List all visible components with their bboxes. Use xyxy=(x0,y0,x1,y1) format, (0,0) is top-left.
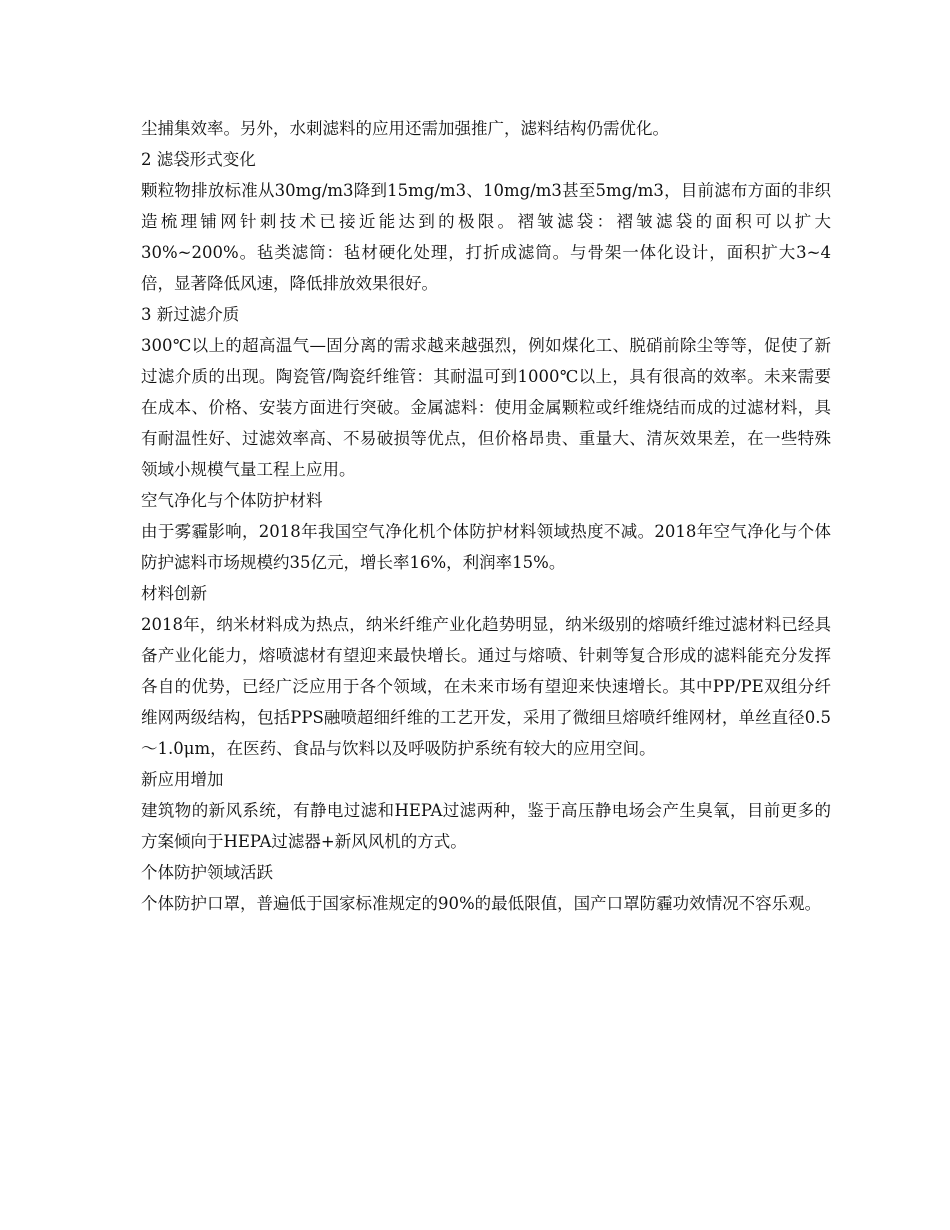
paragraph-high-temp-media: 300℃以上的超高温气—固分离的需求越来越强烈，例如煤化工、脱硝前除尘等等，促使了新过滤介质的出现。陶瓷管/陶瓷纤维管：其耐温可到1000℃以上，具有很高的效率。未来需要在成本、价格、安装方面进行突破。金属滤料：使用金属颗粒或纤维烧结而成的过滤材料，具有耐温性好、过滤效率高、不易破损等优点，但价格昂贵、重量大、清灰效果差，在一些特殊领域小规模气量工程上应用。 xyxy=(141,336,831,479)
heading-personal-protection: 个体防护领域活跃 xyxy=(141,863,273,882)
paragraph-dust-efficiency: 尘捕集效率。另外，水刺滤料的应用还需加强推广，滤料结构仍需优化。 xyxy=(141,119,669,138)
heading-new-filter-media: 3 新过滤介质 xyxy=(141,305,240,324)
paragraph-fresh-air-system: 建筑物的新风系统，有静电过滤和HEPA过滤两种，鉴于高压静电场会产生臭氧，目前更多的方案倾向于HEPA过滤器+新风风机的方式。 xyxy=(141,801,831,851)
paragraph-masks: 个体防护口罩，普遍低于国家标准规定的90%的最低限值，国产口罩防霾功效情况不容乐观。 xyxy=(141,894,822,913)
document-page xyxy=(141,113,831,919)
paragraph-emission-standards: 颗粒物排放标准从30mg/m3降到15mg/m3、10mg/m3甚至5mg/m3，目前滤布方面的非织造梳理铺网针刺技术已接近能达到的极限。褶皱滤袋：褶皱滤袋的面积可以扩大30%~200%。毡类滤筒：毡材硬化处理，打折成滤筒。与骨架一体化设计，面积扩大3~4倍，显著降低风速，降低排放效果很好。 xyxy=(141,181,831,293)
heading-material-innovation: 材料创新 xyxy=(141,584,207,603)
heading-new-applications: 新应用增加 xyxy=(141,770,224,789)
paragraph-smog-market: 由于雾霾影响，2018年我国空气净化机个体防护材料领域热度不减。2018年空气净化与个体防护滤料市场规模约35亿元，增长率16%，利润率15%。 xyxy=(141,522,831,572)
heading-filter-bag-form: 2 滤袋形式变化 xyxy=(141,150,256,169)
heading-air-purification: 空气净化与个体防护材料 xyxy=(141,491,323,510)
paragraph-nano-materials: 2018年，纳米材料成为热点，纳米纤维产业化趋势明显，纳米级别的熔喷纤维过滤材料已经具备产业化能力，熔喷滤材有望迎来最快增长。通过与熔喷、针刺等复合形成的滤料能充分发挥各自的优势，已经广泛应用于各个领域，在未来市场有望迎来快速增长。其中PP/PE双组分纤维网两级结构，包括PPS融喷超细纤维的工艺开发，采用了微细旦熔喷纤维网材，单丝直径0.5～1.0μm，在医药、食品与饮料以及呼吸防护系统有较大的应用空间。 xyxy=(141,615,831,758)
